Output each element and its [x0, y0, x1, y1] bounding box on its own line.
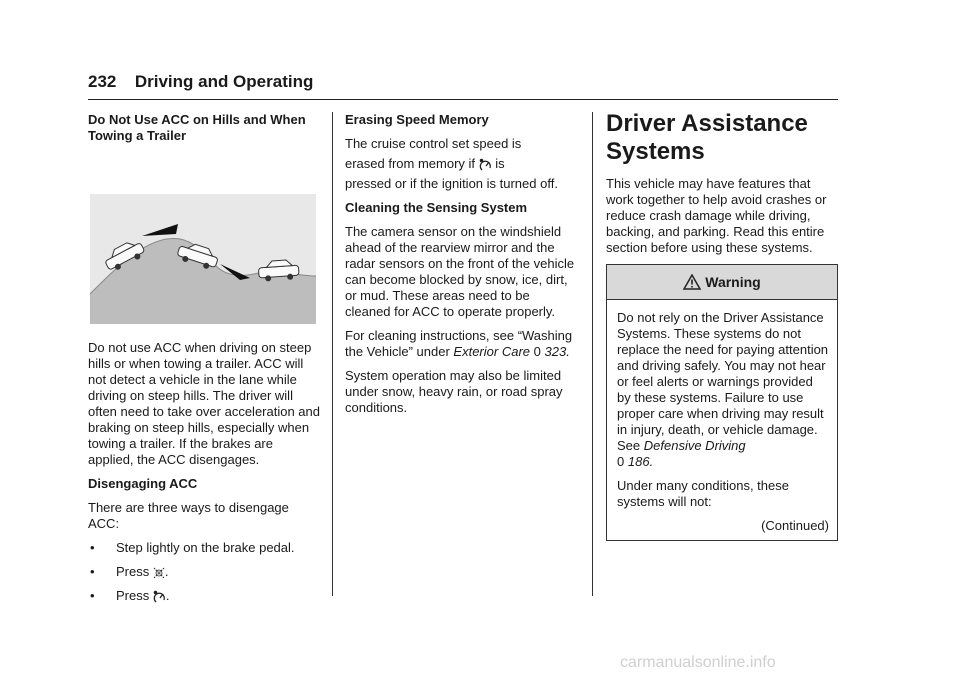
- column-middle: [345, 112, 577, 424]
- column-left: [88, 112, 320, 612]
- header-rule: [88, 99, 838, 100]
- erasing-line-2: erased from memory if is: [345, 156, 505, 171]
- disengaging-intro: There are three ways to disengage ACC:: [88, 500, 289, 531]
- bullet-item: [88, 564, 320, 580]
- column-right: [606, 112, 838, 541]
- cruise-on-off-icon: [153, 590, 166, 604]
- cruise-on-off-icon: [479, 158, 492, 172]
- system-paragraph: System operation may also be limited under snow, heavy rain, or road spray conditions.: [345, 368, 563, 415]
- section-heading: Driver Assistance Systems: [606, 110, 808, 165]
- erasing-line-1: The cruise control set speed is: [345, 136, 522, 151]
- bullet-dot: •: [90, 564, 95, 579]
- warning-header: [607, 265, 837, 300]
- bullet-dot: •: [90, 540, 95, 555]
- warning-label: Warning: [705, 274, 761, 290]
- page-header: [88, 72, 838, 92]
- bullet-item: [88, 588, 320, 604]
- page-ref[interactable]: 186: [627, 454, 650, 469]
- page-ref[interactable]: 323: [544, 344, 567, 359]
- warning-body: [607, 300, 837, 540]
- bullet-text: Step lightly on the brake pedal.: [116, 540, 295, 555]
- defensive-driving-link[interactable]: Defensive Driving: [643, 438, 746, 453]
- watermark: carmanualsonline.info: [620, 654, 776, 671]
- column-divider: [332, 112, 333, 596]
- hills-heading: Do Not Use ACC on Hills and When Towing a Trailer: [88, 112, 306, 143]
- warning-text: Do not rely on the Driver Assistance Systems. These systems do not replace the need for paying attention and driving safely. You may not hear or feel alerts or warnings provided by these systems. Failure to use proper care when driving may result in injury, death, or vehicle damage. See Defensive Driving 0 186.: [617, 310, 829, 469]
- exterior-care-link[interactable]: Exterior Care: [453, 344, 530, 359]
- continued-label: (Continued): [761, 518, 829, 533]
- column-divider: [592, 112, 593, 596]
- erasing-line-3: pressed or if the ignition is turned off.: [345, 176, 558, 191]
- period: .: [164, 564, 169, 579]
- bullet-item: [88, 540, 320, 556]
- hills-paragraph: Do not use ACC when driving on steep hills or when towing a trailer. ACC will not detect a vehicle in the lane while driving on steep hills. The driver will often need to take over acceleration and braking on steep hills, especially when towing a trailer. If the brakes are applied, the ACC disengages.: [88, 340, 320, 467]
- cancel-cruise-icon: [153, 567, 165, 579]
- erasing-heading: Erasing Speed Memory: [345, 112, 489, 127]
- disengaging-heading: Disengaging ACC: [88, 476, 198, 491]
- bullet-text: Press: [116, 588, 150, 603]
- page-number: 232: [88, 72, 117, 91]
- conditions-text: Under many conditions, these systems will not:: [617, 478, 789, 509]
- ref-arrow: 0: [533, 344, 541, 359]
- cleaning-paragraph: The camera sensor on the windshield ahead of the rearview mirror and the radar sensors on the front of the vehicle can become blocked by snow, ice, dirt, or mud. These areas need to be cleaned for ACC to operate properly.: [345, 224, 575, 319]
- bullet-text: Press: [116, 564, 150, 579]
- period: .: [165, 588, 170, 603]
- cleaning-instructions: For cleaning instructions, see “Washing the Vehicle” under Exterior Care 0 323.: [345, 328, 573, 359]
- ref-arrow: 0: [617, 454, 625, 469]
- intro-paragraph: This vehicle may have features that work together to help avoid crashes or reduce crash damage while driving, backing, and parking. Read this entire section before using these systems.: [606, 176, 827, 255]
- hill-driving-illustration: [90, 194, 316, 324]
- warning-icon: [683, 274, 701, 290]
- section-title: Driving and Operating: [134, 72, 314, 91]
- warning-box: [606, 264, 838, 541]
- bullet-dot: •: [90, 588, 95, 603]
- cleaning-heading: Cleaning the Sensing System: [345, 200, 528, 215]
